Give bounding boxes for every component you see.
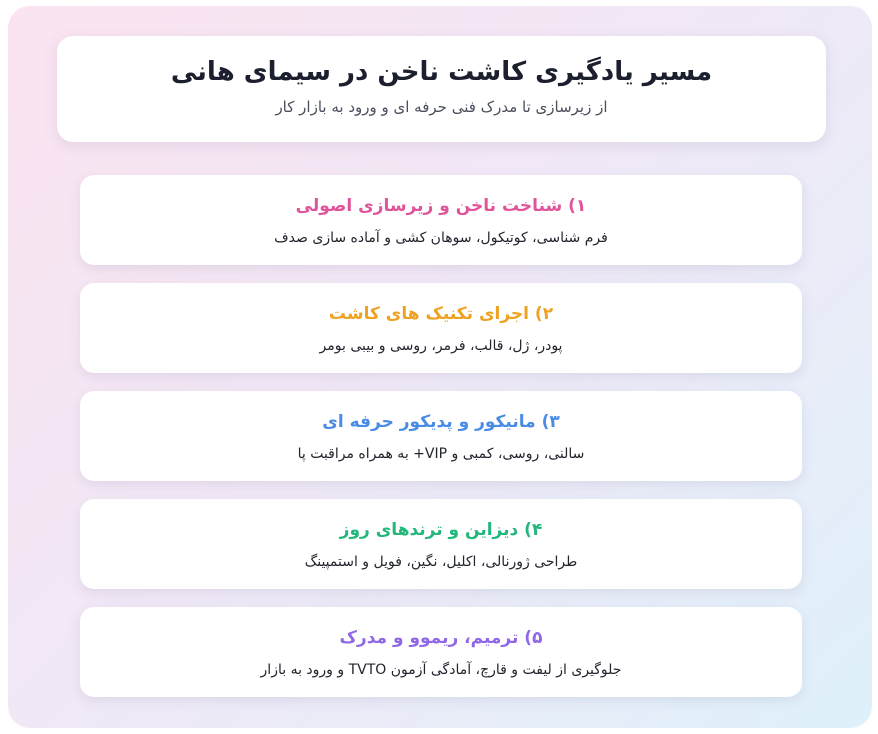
- step-card-4: [80, 499, 802, 589]
- page-subtitle: از زیرسازی تا مدرک فنی حرفه ای و ورود به بازار کار: [275, 98, 608, 116]
- step-description: سالنی، روسی، کمبی و VIP+ به همراه مراقبت پا: [297, 446, 585, 462]
- step-title: ۴) دیزاین و ترندهای روز: [339, 520, 543, 540]
- page-title: مسیر یادگیری کاشت ناخن در سیمای هانی: [170, 57, 713, 87]
- step-description: پودر، ژل، قالب، فرمر، روسی و بیبی بومر: [319, 338, 563, 354]
- step-title: ۳) مانیکور و پدیکور حرفه ای: [322, 412, 560, 432]
- step-description: جلوگیری از لیفت و قارچ، آمادگی آزمون TVTO و ورود به بازار: [260, 662, 622, 678]
- step-card-1: [80, 175, 802, 265]
- step-description: طراحی ژورنالی، اکلیل، نگین، فویل و استمپینگ: [304, 554, 578, 570]
- header-card: [57, 36, 826, 142]
- step-card-3: [80, 391, 802, 481]
- step-card-5: [80, 607, 802, 697]
- step-title: ۵) ترمیم، ریموو و مدرک: [339, 628, 543, 648]
- step-card-2: [80, 283, 802, 373]
- step-title: ۱) شناخت ناخن و زیرسازی اصولی: [295, 196, 587, 216]
- step-title: ۲) اجرای تکنیک های کاشت: [328, 304, 554, 324]
- step-description: فرم شناسی، کوتیکول، سوهان کشی و آماده سازی صدف: [274, 230, 608, 246]
